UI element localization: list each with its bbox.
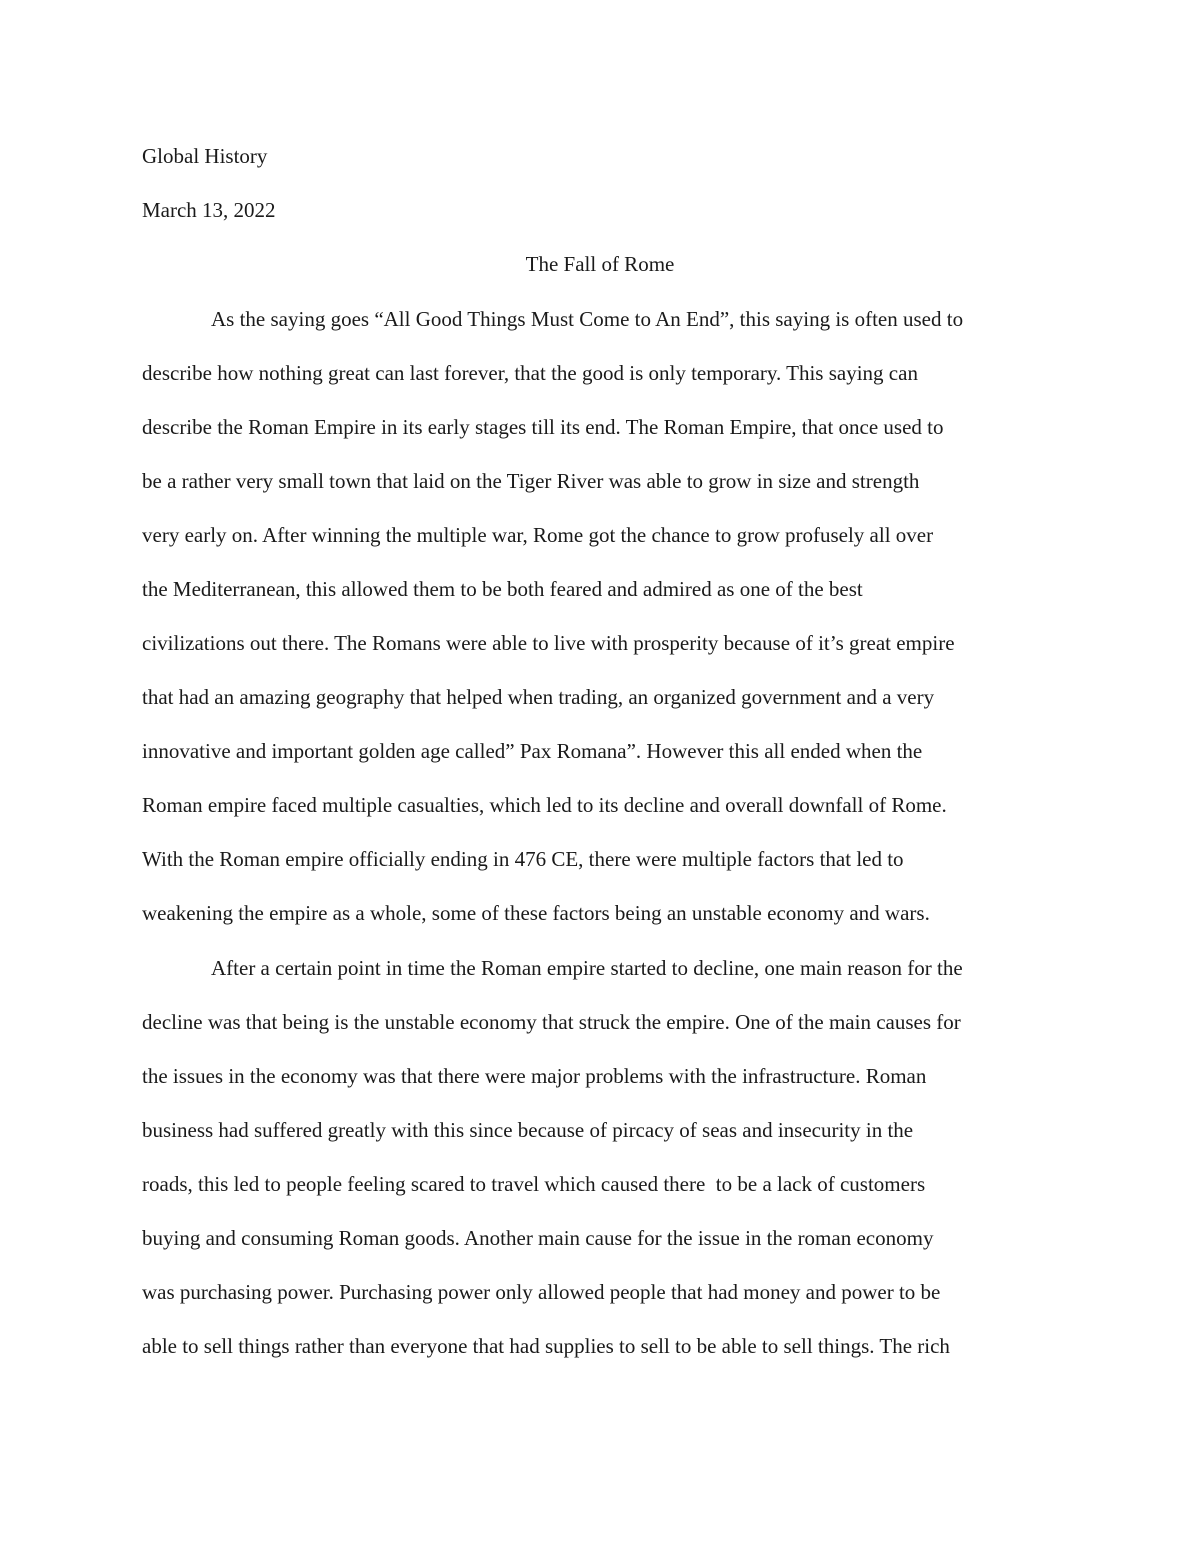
paragraph-line: business had suffered greatly with this since because of pircacy of seas and insecurity in the <box>142 1118 914 1142</box>
paragraph-line: be a rather very small town that laid on the Tiger River was able to grow in size and strength <box>142 469 920 493</box>
paragraph-line: describe the Roman Empire in its early stages till its end. The Roman Empire, that once used to <box>142 415 944 439</box>
paragraph-line: the Mediterranean, this allowed them to be both feared and admired as one of the best <box>142 577 863 601</box>
paragraph-line: was purchasing power. Purchasing power only allowed people that had money and power to be <box>142 1280 941 1304</box>
paragraph-line: roads, this led to people feeling scared to travel which caused there to be a lack of customers <box>142 1172 926 1196</box>
paragraph-line: As the saying goes “All Good Things Must Come to An End”, this saying is often used to <box>211 307 964 331</box>
course-name: Global History <box>142 144 268 168</box>
paragraph-line: With the Roman empire officially ending in 476 CE, there were multiple factors that led to <box>142 847 904 871</box>
paragraph-line: buying and consuming Roman goods. Another main cause for the issue in the roman economy <box>142 1226 934 1250</box>
paragraph-line: After a certain point in time the Roman empire started to decline, one main reason for the <box>211 956 963 980</box>
paragraph-line: very early on. After winning the multiple war, Rome got the chance to grow profusely all over <box>142 523 934 547</box>
document-title: The Fall of Rome <box>525 252 675 276</box>
paragraph-line: innovative and important golden age called” Pax Romana”. However this all ended when the <box>142 739 923 763</box>
document-date: March 13, 2022 <box>142 198 276 222</box>
paragraph-line: Roman empire faced multiple casualties, which led to its decline and overall downfall of Rome. <box>142 793 947 817</box>
paragraph-line: the issues in the economy was that there were major problems with the infrastructure. Roman <box>142 1064 927 1088</box>
paragraph-line: weakening the empire as a whole, some of these factors being an unstable economy and wars. <box>142 901 930 925</box>
paragraph-line: decline was that being is the unstable economy that struck the empire. One of the main causes for <box>142 1010 961 1034</box>
paragraph-line: civilizations out there. The Romans were able to live with prosperity because of it’s great empire <box>142 631 955 655</box>
paragraph-line: describe how nothing great can last forever, that the good is only temporary. This saying can <box>142 361 918 385</box>
paragraph-line: that had an amazing geography that helped when trading, an organized government and a very <box>142 685 935 709</box>
paragraph-line: able to sell things rather than everyone that had supplies to sell to be able to sell things. The rich <box>142 1334 950 1358</box>
